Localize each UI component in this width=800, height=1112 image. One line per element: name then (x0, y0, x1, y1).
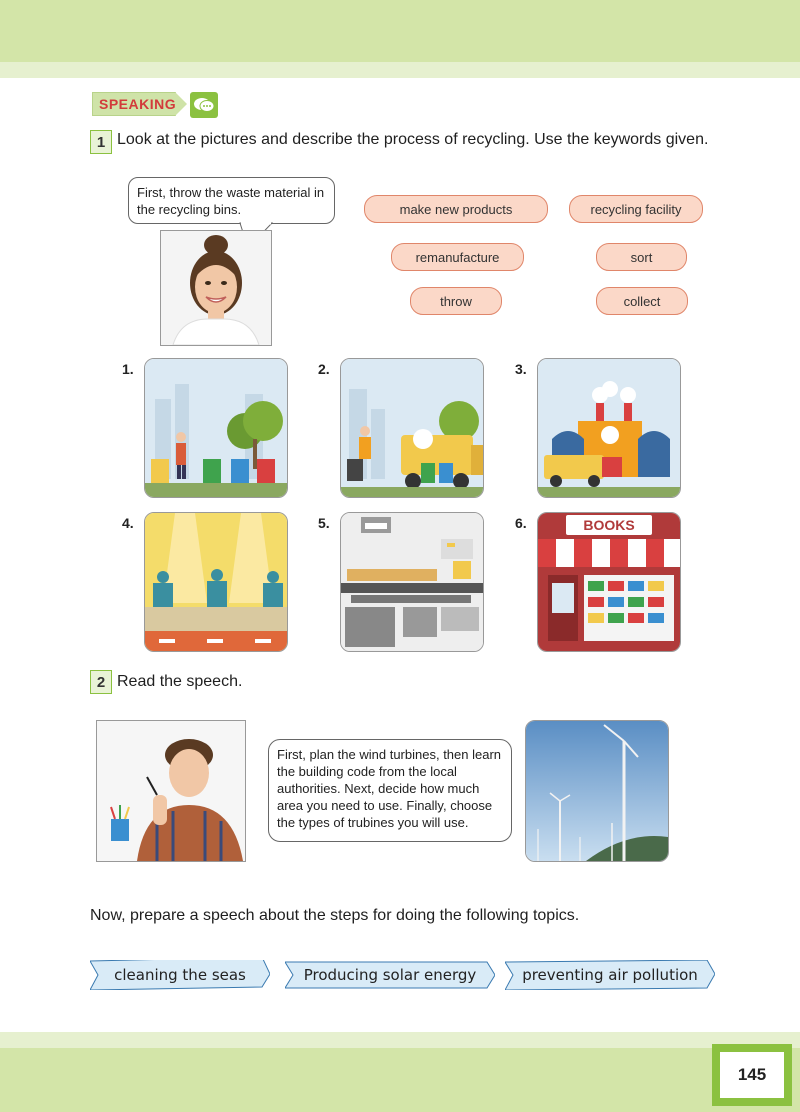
books-sign: BOOKS (583, 517, 635, 533)
picture-number: 3. (515, 361, 527, 377)
exercise-number: 2 (90, 670, 112, 694)
topic-label: Producing solar energy (303, 966, 477, 984)
footer-band-light (0, 1032, 800, 1048)
speech-bubble: First, throw the waste material in the recycling bins. (128, 177, 335, 224)
speech-bubbles-icon (190, 92, 218, 118)
wind-turbines-photo (525, 720, 669, 862)
keyword-remanufacture: remanufacture (391, 243, 524, 271)
picture-number: 2. (318, 361, 330, 377)
topic-solar-energy (285, 960, 495, 990)
exercise-instruction: Read the speech. (117, 673, 243, 690)
speech-bubble: First, plan the wind turbines, then learn the building code from the local authorities. Next, decide how much area you need to use. Finally, choose the types of trubines you will use. (268, 739, 512, 842)
header-band (0, 0, 800, 62)
prepare-text: Now, prepare a speech about the steps for doing the following topics. (90, 907, 580, 924)
boy-photo (96, 720, 246, 862)
exercise-instruction: Look at the pictures and describe the process of recycling. Use the keywords given. (117, 131, 709, 148)
picture-number: 4. (122, 515, 134, 531)
illustration-bookstore (537, 512, 681, 652)
woman-photo (160, 230, 272, 346)
section-label: SPEAKING (92, 92, 176, 116)
illustration-recycling-facility (537, 358, 681, 498)
illustration-sorting (144, 512, 288, 652)
picture-number: 1. (122, 361, 134, 377)
illustration-collect-truck (340, 358, 484, 498)
page-number-box (712, 1044, 792, 1106)
keyword-sort: sort (596, 243, 687, 271)
page-number: 145 (720, 1052, 784, 1098)
keyword-throw: throw (410, 287, 502, 315)
footer-band (0, 1048, 800, 1112)
illustration-throw-bins (144, 358, 288, 498)
keyword-make-new-products: make new products (364, 195, 548, 223)
topic-cleaning-seas (90, 960, 270, 990)
picture-number: 6. (515, 515, 527, 531)
illustration-remanufacture (340, 512, 484, 652)
header-band-light (0, 62, 800, 78)
topic-label: cleaning the seas (114, 966, 246, 984)
picture-number: 5. (318, 515, 330, 531)
keyword-recycling-facility: recycling facility (569, 195, 703, 223)
topic-air-pollution (505, 960, 715, 990)
keyword-collect: collect (596, 287, 688, 315)
topic-label: preventing air pollution (522, 966, 698, 984)
exercise-number: 1 (90, 130, 112, 154)
